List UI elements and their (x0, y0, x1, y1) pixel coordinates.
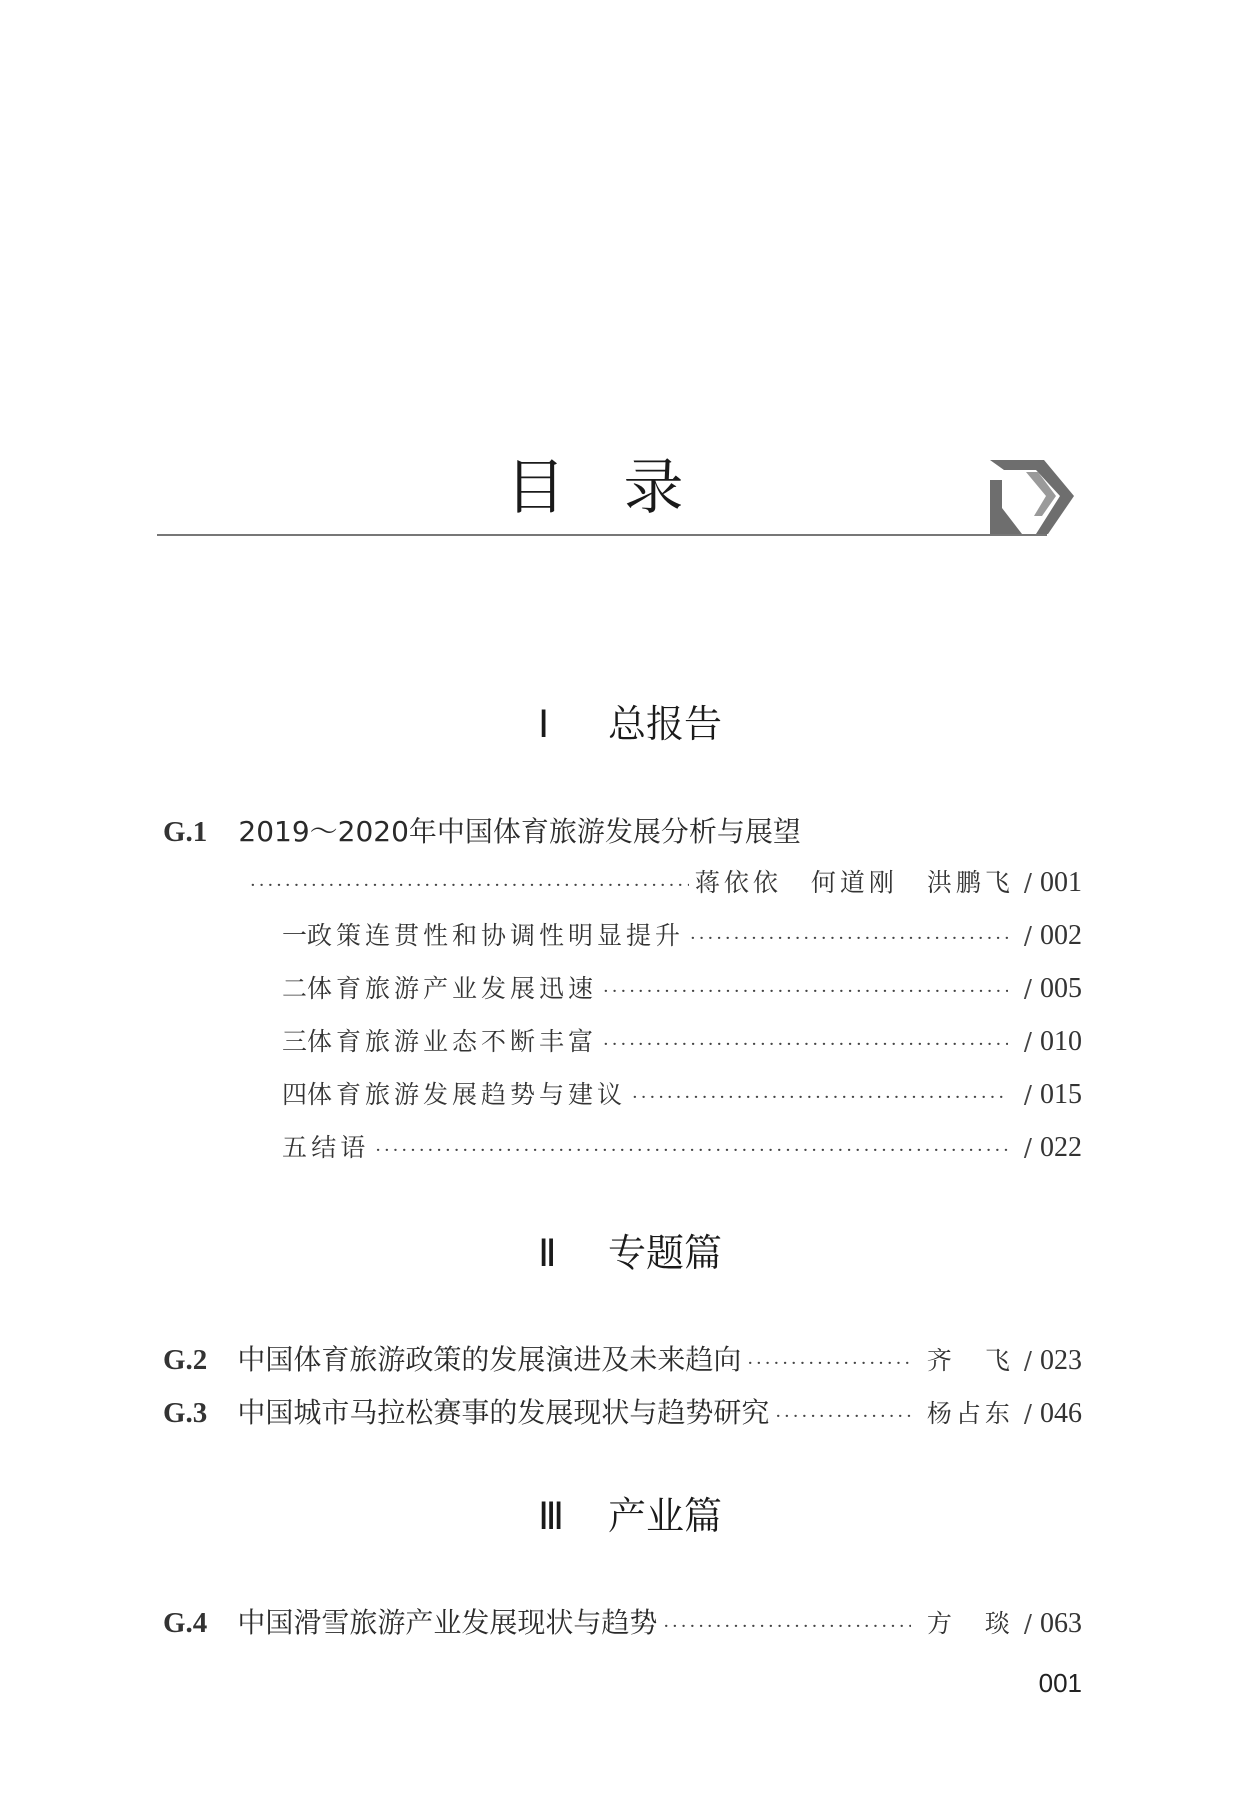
part-heading-3 (538, 1492, 722, 1540)
section-title: 结语 (311, 1133, 370, 1162)
part-name: 总报告 (608, 702, 723, 746)
section-number: 二 (282, 974, 308, 1003)
entry-page: 001 (1040, 867, 1082, 898)
toc-section-5[interactable] (282, 1128, 1082, 1168)
entry-title: 中国城市马拉松赛事的发展现状与趋势研究 (237, 1396, 770, 1429)
toc-section-2[interactable] (282, 969, 1082, 1009)
toc-entry-g1[interactable] (163, 810, 801, 850)
dot-leader (603, 972, 1008, 1012)
entry-authors: 杨占东 (926, 1399, 1014, 1428)
part-number: Ⅲ (538, 1496, 565, 1538)
toc-entry-g4[interactable] (163, 1603, 1082, 1643)
entry-code: G.2 (163, 1344, 208, 1376)
part-name: 产业篇 (608, 1494, 723, 1538)
part-heading-1 (538, 700, 722, 748)
dot-leader (747, 1344, 911, 1384)
dot-leader (690, 919, 1008, 959)
entry-code: G.4 (163, 1607, 208, 1639)
section-title: 体育旅游产业发展迅速 (307, 974, 598, 1003)
section-page: 015 (1040, 1079, 1082, 1110)
section-number: 三 (282, 1027, 308, 1056)
dot-leader (250, 866, 689, 906)
part-name: 专题篇 (608, 1231, 723, 1275)
toc-section-1[interactable] (282, 916, 1082, 956)
title-underline (157, 534, 1047, 536)
entry-authors: 蒋依依 何道刚 洪鹏飞 (694, 868, 1014, 897)
entry-title: 2019～2020年中国体育旅游发展分析与展望 (238, 815, 801, 848)
section-number: 一 (282, 921, 308, 950)
slash-separator: / (1023, 1134, 1032, 1162)
toc-entry-g2[interactable] (163, 1340, 1082, 1380)
entry-title: 中国滑雪旅游产业发展现状与趋势 (237, 1606, 658, 1639)
slash-separator: / (1023, 1347, 1032, 1375)
section-page: 002 (1040, 920, 1082, 951)
page-number: 001 (1038, 1668, 1082, 1698)
toc-section-4[interactable] (282, 1075, 1082, 1115)
corner-arrow-ornament-icon (986, 450, 1082, 540)
slash-separator: / (1023, 1400, 1032, 1428)
section-title: 政策连贯性和协调性明显提升 (307, 921, 685, 950)
dot-leader (375, 1131, 1008, 1171)
part-heading-2 (538, 1229, 722, 1277)
entry-code: G.1 (163, 816, 208, 848)
dot-leader (663, 1607, 911, 1647)
entry-page: 046 (1040, 1398, 1082, 1429)
slash-separator: / (1023, 869, 1032, 897)
dot-leader (603, 1025, 1008, 1065)
slash-separator: / (1023, 1610, 1032, 1638)
section-page: 005 (1040, 973, 1082, 1004)
section-number: 四 (282, 1080, 308, 1109)
toc-entry-g1-byline (250, 863, 1082, 903)
entry-title: 中国体育旅游政策的发展演进及未来趋向 (237, 1343, 742, 1376)
entry-authors: 方 琰 (926, 1609, 1014, 1638)
entry-authors: 齐 飞 (926, 1346, 1014, 1375)
slash-separator: / (1023, 922, 1032, 950)
section-number: 五 (282, 1133, 308, 1162)
toc-entry-g3[interactable] (163, 1393, 1082, 1433)
part-number: Ⅱ (538, 1233, 557, 1275)
page-title: 目录 (505, 453, 742, 523)
slash-separator: / (1023, 1081, 1032, 1109)
slash-separator: / (1023, 1028, 1032, 1056)
section-page: 010 (1040, 1026, 1082, 1057)
entry-page: 063 (1040, 1608, 1082, 1639)
dot-leader (632, 1078, 1008, 1118)
entry-page: 023 (1040, 1345, 1082, 1376)
part-number: Ⅰ (538, 704, 550, 746)
section-title: 体育旅游业态不断丰富 (307, 1027, 598, 1056)
toc-section-3[interactable] (282, 1022, 1082, 1062)
entry-code: G.3 (163, 1397, 208, 1429)
dot-leader (775, 1397, 911, 1437)
slash-separator: / (1023, 975, 1032, 1003)
section-page: 022 (1040, 1132, 1082, 1163)
section-title: 体育旅游发展趋势与建议 (307, 1080, 627, 1109)
